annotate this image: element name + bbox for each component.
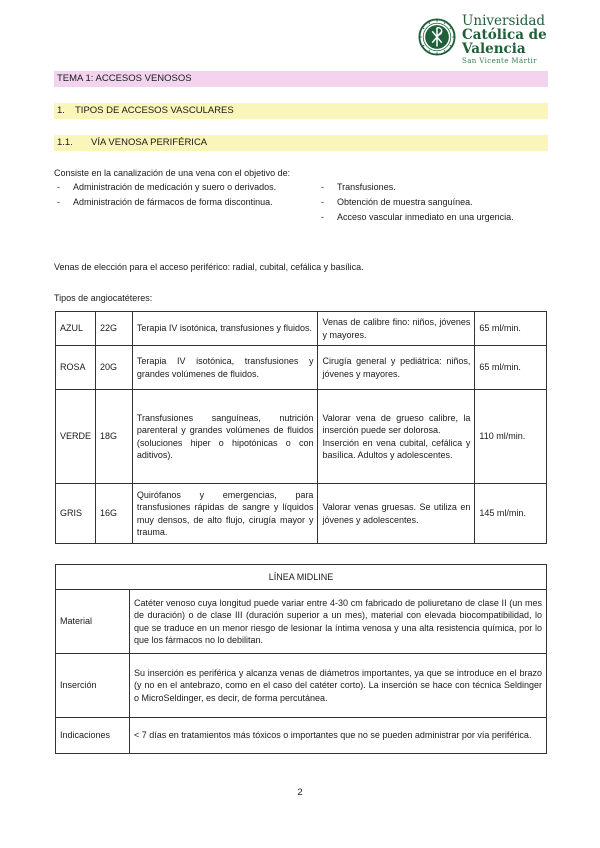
table-row [56,346,547,390]
list-item: - Obtención de muestra sanguínea. [318,196,550,209]
university-name [462,14,547,66]
subsection-title: VÍA VENOSA PERIFÉRICA [91,137,208,148]
logo-line-3: Valencia [462,41,526,57]
catheter-use: Quirófanos y emergencias, para transfusiones rápidas de sangre y líquidos muy densos, de alto flujo, cirugía mayor y trauma. [132,484,318,544]
catheter-color: GRIS [56,484,96,544]
logo-line-1: Universidad [462,13,546,29]
catheter-gauge: 18G [96,390,133,484]
catheter-gauge: 20G [96,346,133,390]
subsection-number: 1.1. [57,137,73,148]
table-row [56,390,547,484]
logo-line-2: Católica de [462,27,547,43]
catheter-veins: Venas de calibre fino: niños, jóvenes y mayores. [318,312,475,346]
table-row [56,590,547,654]
midline-row-text: Su inserción es periférica y alcanza venas de diámetros importantes, ya que se introduce en el brazo (y no en el antebrazo, como en el caso del catéter corto). La inserción se hace con técnica Seldinger o MicroSeldinger, es decir, de forma percutánea. [129,654,546,718]
table-row [56,484,547,544]
catheter-use: Terapia IV isotónica, transfusiones y fluidos. [132,312,318,346]
midline-table [55,564,547,754]
section-heading-1 [54,103,548,119]
midline-row-text: Catéter venoso cuya longitud puede variar entre 4-30 cm fabricado de poliuretano de clase II (un mes de duración) o de clase III (duración superior a un mes), material con elevada biocompatibilidad, lo que se traduce en un menor riesgo de lesionar la íntima venosa y una alta resistencia química, por lo que los fármacos no lo debilitan. [129,590,546,654]
logo-line-4: San Vicente Mártir [462,57,537,65]
catheter-use: Transfusiones sanguíneas, nutrición parenteral y grandes volúmenes de fluidos (soluciones hiper o hipotónicas o con aditivos). [132,390,318,484]
catheter-veins: Cirugía general y pediátrica: niños, jóvenes y mayores. [318,346,475,390]
catheter-gauge: 22G [96,312,133,346]
table-row [56,718,547,754]
midline-title: LÍNEA MIDLINE [56,565,547,590]
catheter-veins-note-1: Valorar vena de grueso calibre, la inserción puede ser dolorosa. [322,412,471,435]
table-row [56,312,547,346]
list-item: - Administración de medicación y suero o derivados. [54,181,284,194]
objective-list-right [318,181,550,226]
catheter-use: Terapia IV isotónica, transfusiones y grandes volúmenes de fluidos. [132,346,318,390]
page-number: 2 [297,787,303,798]
intro-paragraph: Consiste en la canalización de una vena con el objetivo de: [54,168,291,178]
list-item: - Administración de fármacos de forma discontinua. [54,196,284,209]
list-item: - Acceso vascular inmediato en una urgencia. [318,211,550,224]
midline-row-label: Indicaciones [56,718,130,754]
table-header-row [56,565,547,590]
tema-heading: TEMA 1: ACCESOS VENOSOS [54,71,548,87]
university-logo [418,14,558,64]
university-seal-icon [418,18,456,56]
table-row [56,654,547,718]
catheter-color: ROSA [56,346,96,390]
catheter-veins: Valorar venas gruesas. Se utiliza en jóvenes y adolescentes. [318,484,475,544]
catheter-flow: 110 ml/min. [475,390,547,484]
list-item: - Transfusiones. [318,181,550,194]
venas-paragraph: Venas de elección para el acceso periférico: radial, cubital, cefálica y basílica. [54,262,364,272]
catheter-flow: 145 ml/min. [475,484,547,544]
catheter-color: VERDE [56,390,96,484]
midline-row-label: Inserción [56,654,130,718]
section-title: TIPOS DE ACCESOS VASCULARES [75,105,234,116]
midline-row-text: < 7 días en tratamientos más tóxicos o importantes que no se pueden administrar por vía periférica. [129,718,546,754]
catheter-veins-note-2: Inserción en vena cubital, cefálica y basílica. Adultos y adolescentes. [322,437,471,460]
section-number: 1. [57,105,65,116]
catheter-table [55,311,547,544]
catheter-gauge: 16G [96,484,133,544]
catheter-flow: 65 ml/min. [475,346,547,390]
tipos-label: Tipos de angiocatéteres: [54,293,153,303]
catheter-flow: 65 ml/min. [475,312,547,346]
midline-row-label: Material [56,590,130,654]
section-heading-1-1 [54,135,548,151]
objective-list-left [54,181,284,211]
catheter-color: AZUL [56,312,96,346]
catheter-veins [318,390,475,484]
